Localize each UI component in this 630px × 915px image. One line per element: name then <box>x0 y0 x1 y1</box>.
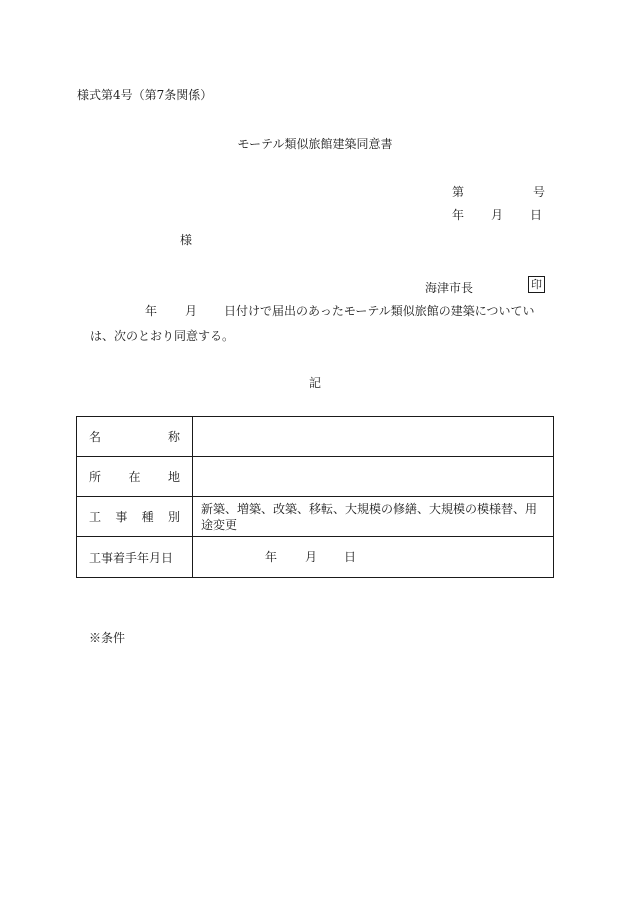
date-month-label: 月 <box>491 208 504 222</box>
label-char: 地 <box>167 470 180 484</box>
start-date-day-label: 日 <box>344 550 357 564</box>
seal-stamp: 印 <box>528 276 545 293</box>
row-value-work-type: 新築、増築、改築、移転、大規模の修繕、大規模の模様替、用途変更 <box>193 497 554 537</box>
body-month-label: 月 <box>185 304 198 318</box>
label-char: 名 <box>89 430 102 444</box>
details-table <box>76 416 554 578</box>
table-row <box>77 417 554 457</box>
row-value-location[interactable] <box>193 457 554 497</box>
label-text: 工事着手年月日 <box>89 550 174 565</box>
row-value-start-date[interactable] <box>193 537 554 578</box>
label-char: 事 <box>115 510 128 524</box>
start-date-month-label: 月 <box>305 550 318 564</box>
start-date-field <box>201 537 545 577</box>
label-char: 別 <box>167 510 180 524</box>
addressee-honorific: 様 <box>180 233 193 247</box>
table-row <box>77 497 554 537</box>
body-paragraph-line2: は、次のとおり同意する。 <box>90 329 235 343</box>
row-label-location <box>77 457 193 497</box>
table-row <box>77 537 554 578</box>
label-char: 所 <box>89 470 102 484</box>
label-char: 工 <box>89 510 102 524</box>
body-year-label: 年 <box>145 304 158 318</box>
row-value-name[interactable] <box>193 417 554 457</box>
form-number: 様式第4号（第7条関係） <box>77 88 213 102</box>
label-char: 称 <box>167 430 180 444</box>
start-date-year-label: 年 <box>265 550 278 564</box>
label-char: 種 <box>141 510 154 524</box>
label-char: 在 <box>128 470 141 484</box>
date-year-label: 年 <box>452 208 465 222</box>
reference-go: 号 <box>533 185 546 199</box>
date-day-label: 日 <box>530 208 543 222</box>
row-label-name <box>77 417 193 457</box>
conditions-label: ※条件 <box>89 631 126 645</box>
row-label-start-date <box>77 537 193 578</box>
ki-heading: 記 <box>308 376 321 390</box>
issuer-name: 海津市長 <box>425 281 474 295</box>
row-label-work-type <box>77 497 193 537</box>
body-text: 日付けで届出のあったモーテル類似旅館の建築についてい <box>224 304 535 318</box>
reference-dai: 第 <box>452 185 465 199</box>
table-row <box>77 457 554 497</box>
document-title: モーテル類似旅館建築同意書 <box>237 137 393 151</box>
